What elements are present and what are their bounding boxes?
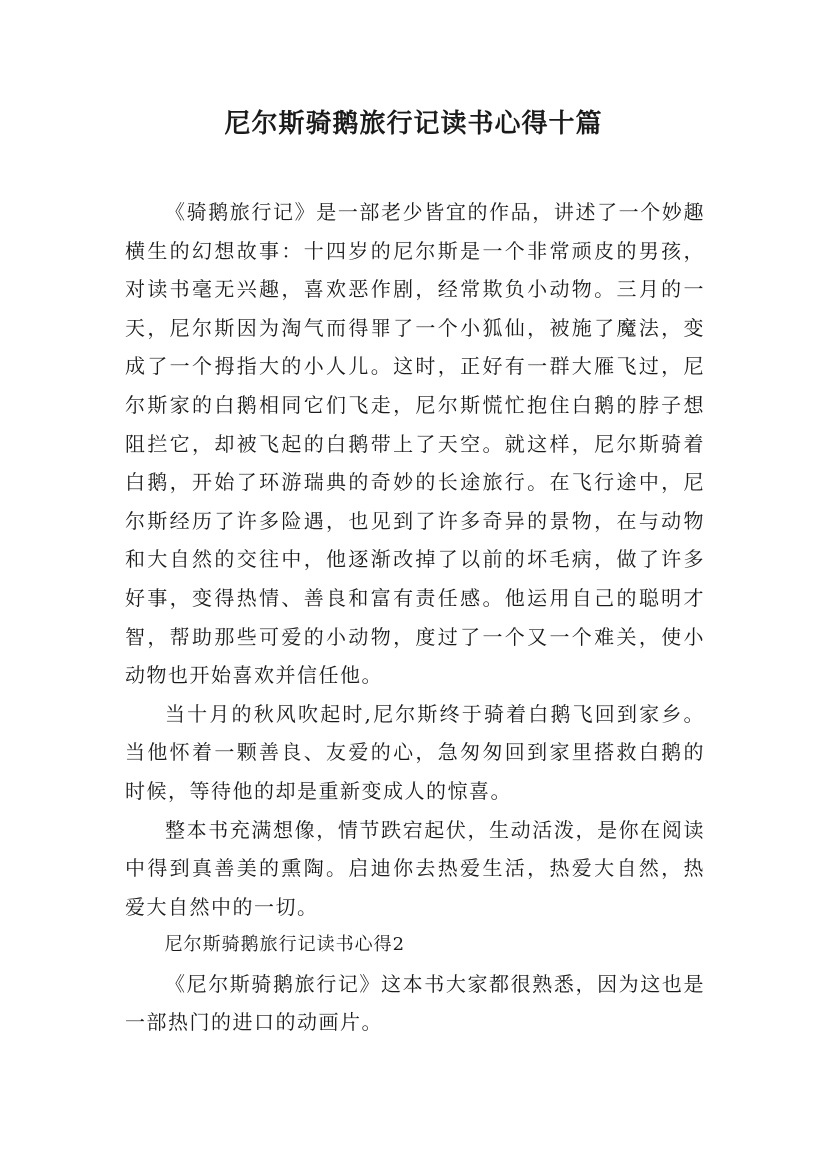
section-subheading: 尼尔斯骑鹅旅行记读书心得2 [164,934,406,956]
paragraph-3: 整本书充满想像，情节跌宕起伏，生动活泼，是你在阅读中得到真善美的熏陶。启迪你去热爱生活，热爱大自然，热爱大自然中的一切。 [125,817,705,919]
document-title: 尼尔斯骑鹅旅行记读书心得十篇 [224,109,603,139]
paragraph-2: 当十月的秋风吹起时,尼尔斯终于骑着白鹅飞回到家乡。当他怀着一颗善良、友爱的心，急匆匆回到家里搭救白鹅的时候，等待他的却是重新变成人的惊喜。 [125,701,705,803]
paragraph-4: 《尼尔斯骑鹅旅行记》这本书大家都很熟悉，因为这也是一部热门的进口的动画片。 [125,971,705,1035]
document-body [125,193,705,1042]
paragraph-1: 《骑鹅旅行记》是一部老少皆宜的作品，讲述了一个妙趣横生的幻想故事：十四岁的尼尔斯是一个非常顽皮的男孩，对读书毫无兴趣，喜欢恶作剧，经常欺负小动物。三月的一天，尼尔斯因为淘气而得罪了一个小狐仙，被施了魔法，变成了一个拇指大的小人儿。这时，正好有一群大雁飞过，尼尔斯家的白鹅相同它们飞走，尼尔斯慌忙抱住白鹅的脖子想阻拦它，却被飞起的白鹅带上了天空。就这样，尼尔斯骑着白鹅，开始了环游瑞典的奇妙的长途旅行。在飞行途中，尼尔斯经历了许多险遇，也见到了许多奇异的景物，在与动物和大自然的交往中，他逐渐改掉了以前的坏毛病，做了许多好事，变得热情、善良和富有责任感。他运用自己的聪明才智，帮助那些可爱的小动物，度过了一个又一个难关，使小动物也开始喜欢并信任他。 [125,200,705,688]
